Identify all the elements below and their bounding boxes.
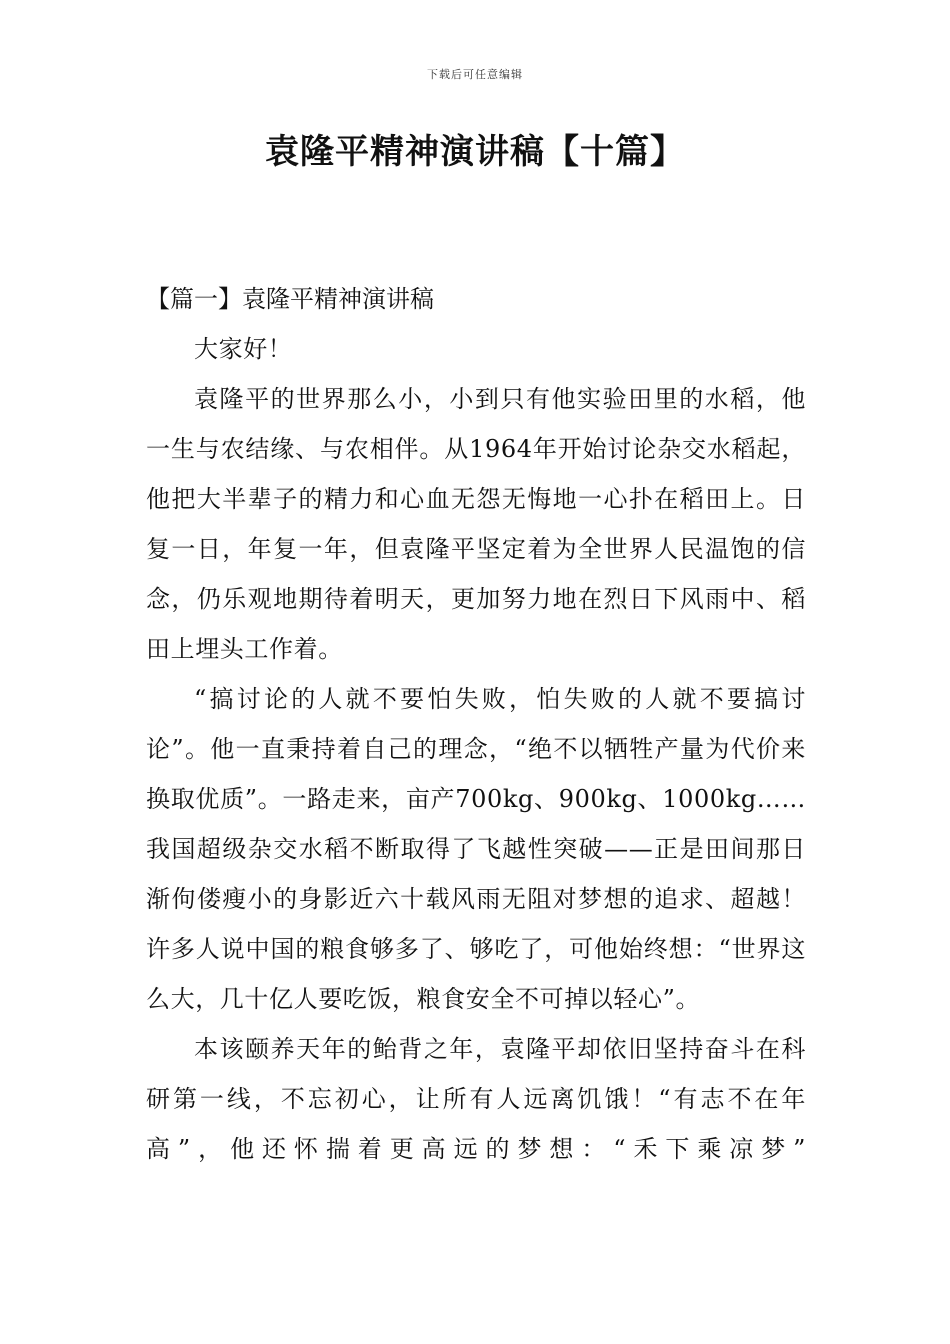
section-heading: 【篇一】袁隆平精神演讲稿 bbox=[146, 285, 434, 313]
document-title: 袁隆平精神演讲稿【十篇】 bbox=[265, 132, 685, 172]
document-body bbox=[146, 274, 806, 1174]
paragraph-greeting: 大家好！ bbox=[194, 335, 293, 363]
paragraph-intro: 袁隆平的世界那么小，小到只有他实验田里的水稻，他一生与农结缘、与农相伴。从1964年开始讨论杂交水稻起，他把大半辈子的精力和心血无怨无悔地一心扑在稻田上。日复一日，年复一年，但袁隆平坚定着为全世界人民温饱的信念，仍乐观地期待着明天，更加努力地在烈日下风雨中、稻田上埋头工作着。 bbox=[146, 385, 806, 663]
paragraph-quote: “搞讨论的人就不要怕失败，怕失败的人就不要搞讨论”。他一直秉持着自己的理念，“绝不以牺牲产量为代价来换取优质”。一路走来，亩产700kg、900kg、1000kg……我国超级杂交水稻不断取得了飞越性突破——正是田间那日渐佝偻瘦小的身影近六十载风雨无阻对梦想的追求、超越！许多人说中国的粮食够多了、够吃了，可他始终想：“世界这么大，几十亿人要吃饭，粮食安全不可掉以轻心”。 bbox=[146, 685, 806, 1013]
paragraph-dream: 本该颐养天年的鲐背之年，袁隆平却依旧坚持奋斗在科研第一线，不忘初心，让所有人远离饥饿！“有志不在年高”，他还怀揣着更高远的梦想：“禾下乘凉梦” bbox=[146, 1035, 806, 1163]
page-header-note: 下载后可任意编辑 bbox=[427, 68, 523, 81]
